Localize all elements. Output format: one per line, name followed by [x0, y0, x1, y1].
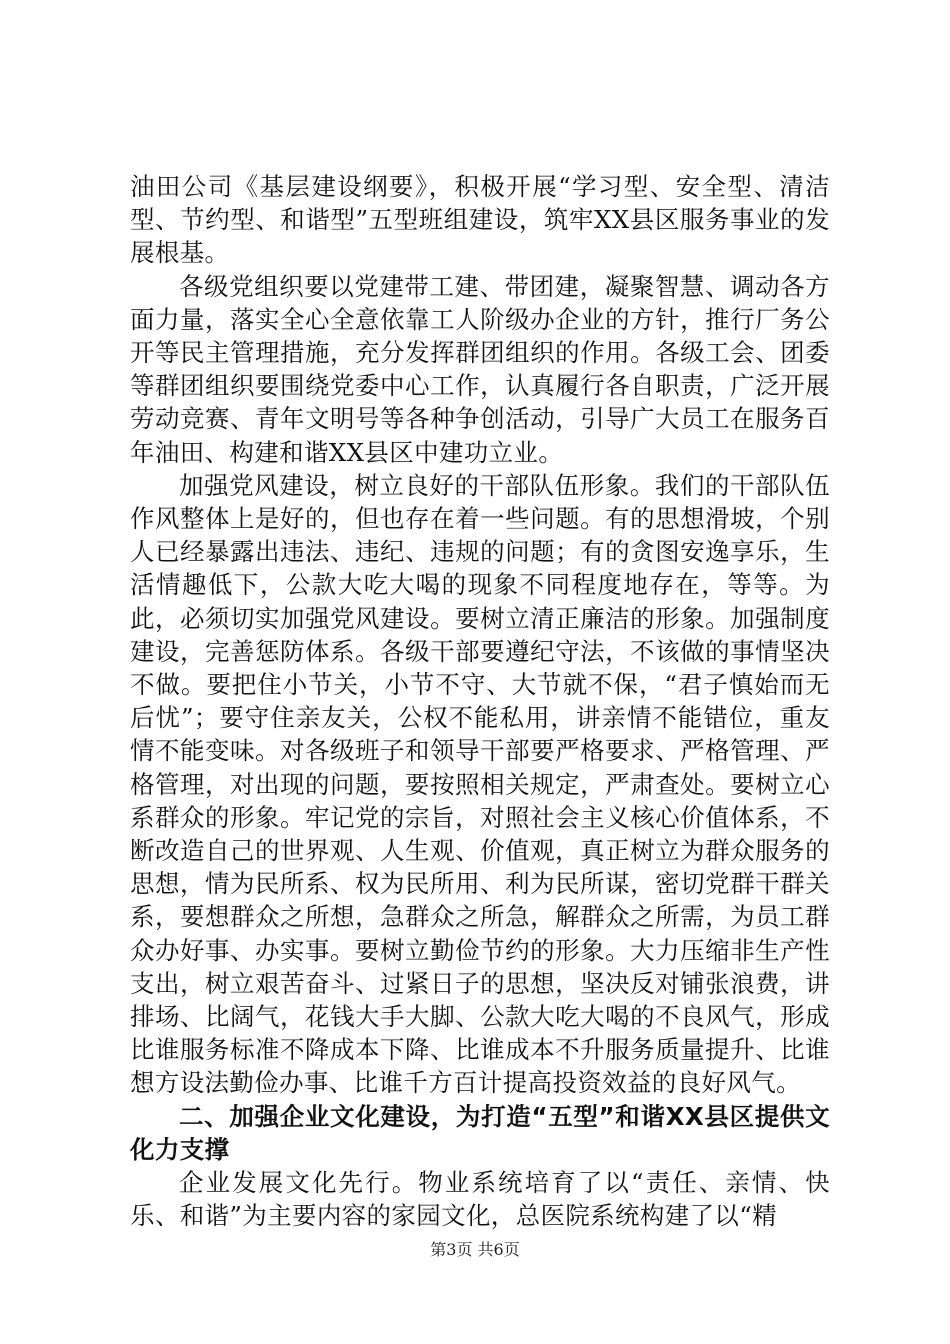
- paragraph-party-organizations: 各级党组织要以党建带工建、带团建，凝聚智慧、调动各方面力量，落实全心全意依靠工人阶级办企业的方针，推行厂务公开等民主管理措施，充分发挥群团组织的作用。各级工会、团委等群团组织要围绕党委中心工作，认真履行各自职责，广泛开展劳动竞赛、青年文明号等各种争创活动，引导广大员工在服务百年油田、构建和谐XX县区中建功立业。: [130, 271, 830, 467]
- section-heading: 二、加强企业文化建设，为打造“五型”和谐XX县区提供文化力支撑: [130, 1101, 830, 1164]
- document-body: [130, 170, 830, 1233]
- paragraph-continuation: 油田公司《基层建设纲要》，积极开展“学习型、安全型、清洁型、节约型、和谐型”五型班组建设，筑牢XX县区服务事业的发展根基。: [130, 172, 830, 268]
- paragraph-party-conduct: 加强党风建设，树立良好的干部队伍形象。我们的干部队伍作风整体上是好的，但也存在着一些问题。有的思想滑坡，个别人已经暴露出违法、违纪、违规的问题；有的贪图安逸享乐，生活情趣低下，公款大吃大喝的现象不同程度地存在，等等。为此，必须切实加强党风建设。要树立清正廉洁的形象。加强制度建设，完善惩防体系。各级干部要遵纪守法，不该做的事情坚决不做。要把住小节关，小节不守、大节就不保，“君子慎始而无后忧”；要守住亲友关，公权不能私用，讲亲情不能错位，重友情不能变味。对各级班子和领导干部要严格要求、严格管理、严格管理，对出现的问题，要按照相关规定，严肃查处。要树立心系群众的形象。牢记党的宗旨，对照社会主义核心价值体系，不断改造自己的世界观、人生观、价值观，真正树立为群众服务的思想，情为民所系、权为民所用、利为民所谋，密切党群干群关系，要想群众之所想，急群众之所急，解群众之所需，为员工群众办好事、办实事。要树立勤俭节约的形象。大力压缩非生产性支出，树立艰苦奋斗、过紧日子的思想，坚决反对铺张浪费，讲排场、比阔气，花钱大手大脚、公款大吃大喝的不良风气，形成比谁服务标准不降成本下降、比谁成本不升服务质量提升、比谁想方设法勤俭办事、比谁千方百计提高投资效益的良好风气。: [130, 470, 830, 1098]
- paragraph-enterprise-culture: 企业发展文化先行。物业系统培育了以“责任、亲情、快乐、和谐”为主要内容的家园文化，总医院系统构建了以“精: [130, 1168, 830, 1231]
- page-number-footer: 第3页 共6页: [430, 1240, 520, 1259]
